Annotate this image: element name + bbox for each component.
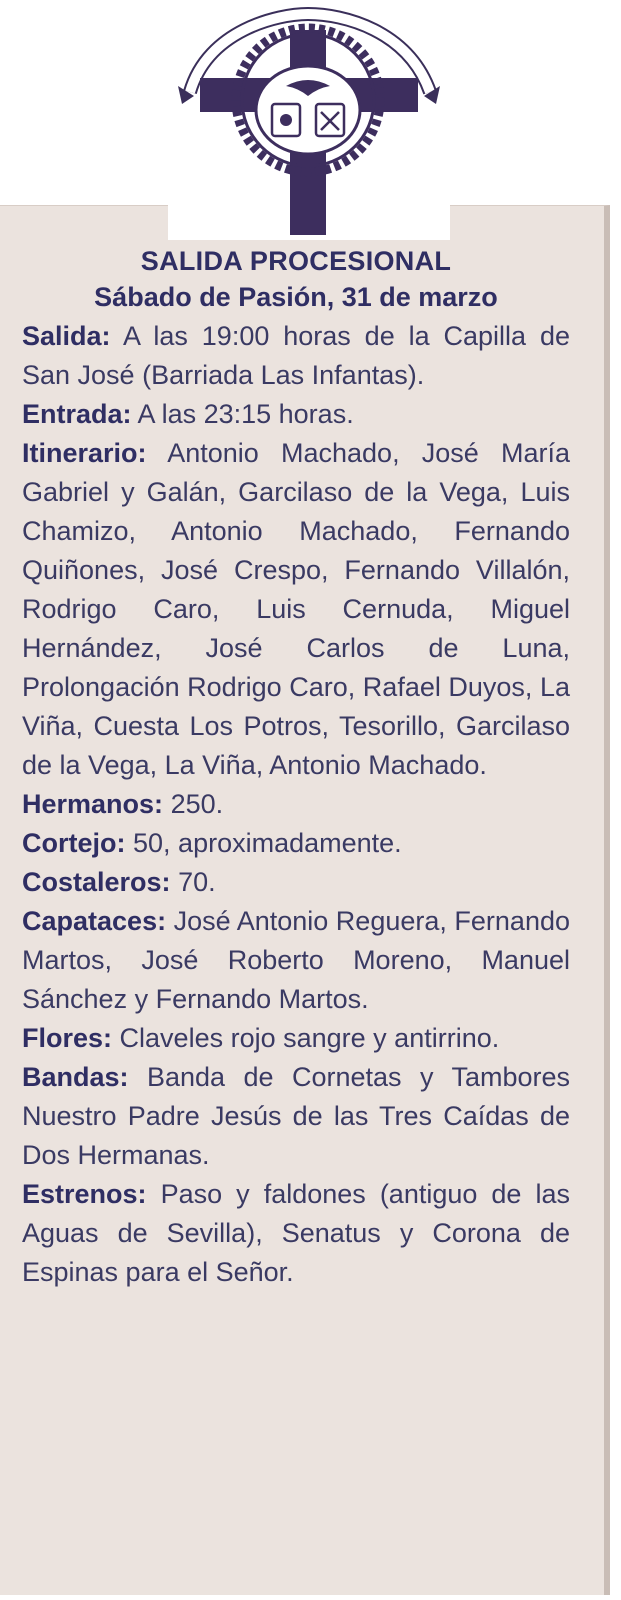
entry-label: Costaleros: (22, 867, 171, 897)
entry-itinerario (22, 434, 570, 785)
entry-salida (22, 317, 570, 395)
cross-emblem-icon (168, 0, 450, 240)
entry-text: Antonio Machado, José María Gabriel y Galán, Garcilaso de la Vega, Luis Chamizo, Antonio Machado, Fernando Quiñones, José Crespo, Fernando Villalón, Rodrigo Caro, Luis Cernuda, Miguel Hernández, José Carlos de Luna, Prolongación Rodrigo Caro, Rafael Duyos, La Viña, Cuesta Los Potros, Tesorillo, Garcilaso de la Vega, La Viña, Antonio Machado. (22, 438, 570, 780)
entry-text: 250. (170, 789, 224, 819)
entry-bandas (22, 1058, 570, 1175)
entry-text: Claveles rojo sangre y antirrino. (119, 1023, 500, 1053)
entry-label: Hermanos: (22, 789, 164, 819)
entry-text: Paso y faldones (antiguo de las Aguas de Sevilla), Senatus y Corona de Espinas para el Señor. (22, 1179, 570, 1287)
entry-entrada (22, 395, 570, 434)
entry-text: José Antonio Reguera, Fernando Martos, José Roberto Moreno, Manuel Sánchez y Fernando Martos. (22, 906, 570, 1014)
entry-flores (22, 1019, 570, 1058)
entry-text: 50, aproximadamente. (133, 828, 402, 858)
entry-label: Estrenos: (22, 1179, 147, 1209)
entry-capataces (22, 902, 570, 1019)
entry-text: Banda de Cornetas y Tambores Nuestro Padre Jesús de las Tres Caídas de Dos Hermanas. (22, 1062, 570, 1170)
entry-text: A las 23:15 horas. (137, 399, 354, 429)
entry-estrenos (22, 1175, 570, 1292)
entries-list (22, 317, 570, 1292)
entry-label: Entrada: (22, 399, 132, 429)
entry-text: A las 19:00 horas de la Capilla de San José (Barriada Las Infantas). (22, 321, 570, 390)
procession-details (22, 238, 570, 1292)
section-title: SALIDA PROCESIONAL (140, 246, 452, 276)
brotherhood-emblem (168, 0, 450, 240)
entry-cortejo (22, 824, 570, 863)
entry-hermanos (22, 785, 570, 824)
entry-label: Salida: (22, 321, 111, 351)
entry-label: Bandas: (22, 1062, 129, 1092)
section-subtitle: Sábado de Pasión, 31 de marzo (94, 282, 498, 312)
entry-label: Cortejo: (22, 828, 126, 858)
entry-costaleros (22, 863, 570, 902)
entry-label: Flores: (22, 1023, 113, 1053)
entry-text: 70. (178, 867, 216, 897)
entry-label: Capataces: (22, 906, 167, 936)
entry-label: Itinerario: (22, 438, 147, 468)
